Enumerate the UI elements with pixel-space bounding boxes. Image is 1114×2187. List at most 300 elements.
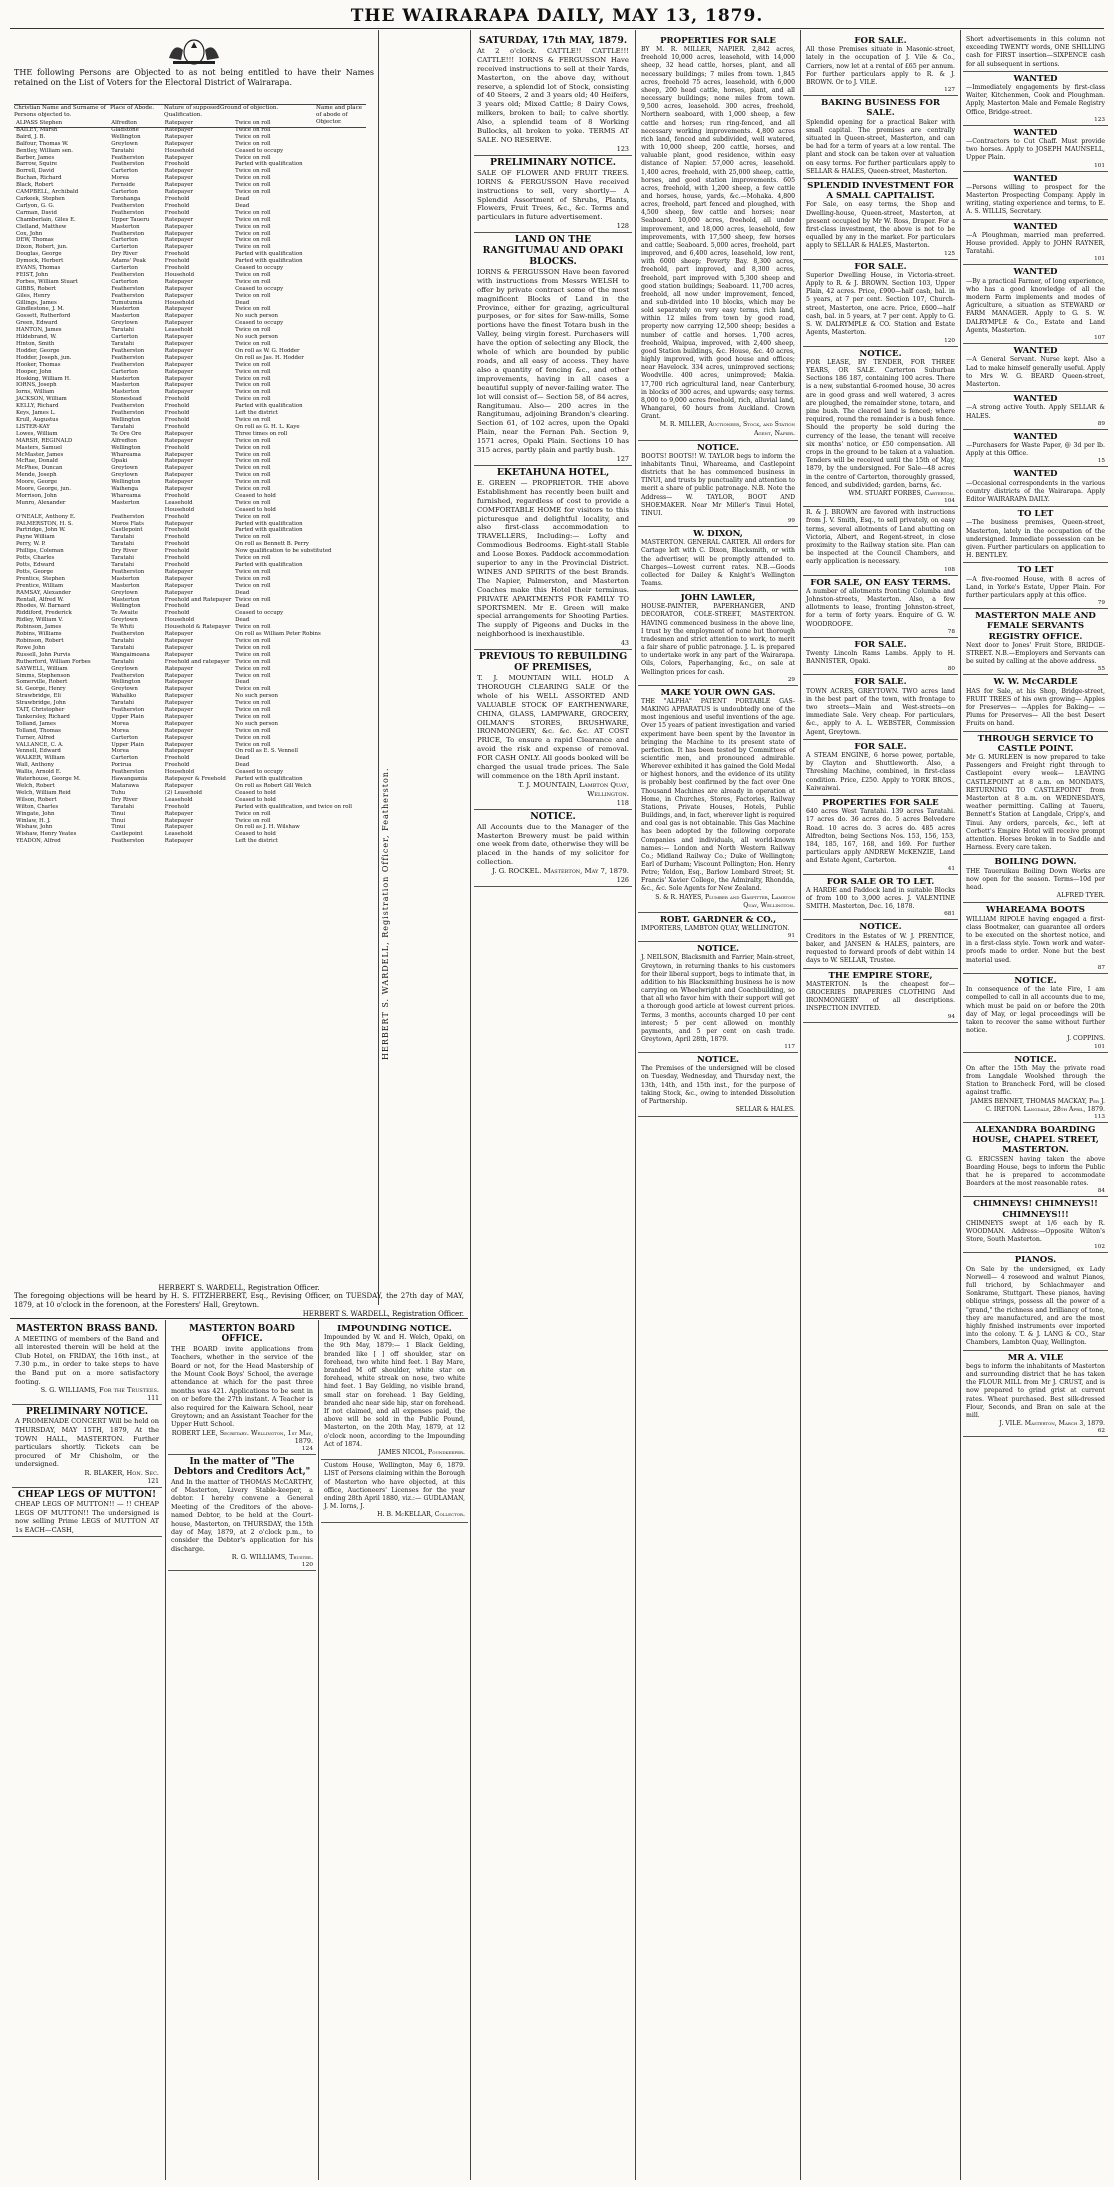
voter-abode: Carterton [111, 755, 138, 762]
ad-title: CHEAP LEGS OF MUTTON! [17, 1489, 157, 1500]
voter-name: YEADON, Alfred [16, 838, 61, 845]
voter-abode: Alfredton [111, 120, 137, 126]
voter-qualification: Ratepayer [164, 334, 194, 341]
voter-name: BAILEY, Marsh [16, 126, 58, 133]
ad-number: 101 [1094, 162, 1105, 169]
voter-name: Hosking, William H. [16, 375, 71, 382]
ad-body: THE BOARD invite applications from Teachers, whether in the service of the Board or not, for the Head Mastership of the Mount Cook Boys' School, the average attendance at which for the past three months was 421. Applications to be sent in on or before the 27th instant. A Teacher is also required for the Kaiwara School, near Greytown; and an Assistant Teacher for the Upper Hutt School. [171, 1344, 313, 1429]
header-name: Christian Name and Surname of Persons objected to. [14, 105, 106, 119]
voter-abode: Tinui [111, 824, 126, 831]
voter-name: Rentall, Alfred W. [16, 596, 64, 603]
voter-ground: Ceased to occupy [235, 285, 284, 292]
voter-row [14, 610, 354, 617]
voter-name: FEIST, John [16, 271, 49, 278]
ad-number: 120 [301, 1561, 313, 1568]
column-3-ads [474, 34, 632, 2180]
voter-row [14, 293, 354, 300]
voter-row [14, 182, 354, 189]
ad-title: NOTICE. [1014, 975, 1057, 986]
voter-ground: On roll as J. H. Wilshaw [235, 824, 300, 831]
voter-row [14, 327, 354, 334]
voter-qualification: Ratepayer [164, 824, 194, 831]
voter-abode: Tinui [111, 817, 126, 824]
voter-ground: Ceased to occupy [235, 147, 284, 154]
objector-name: HERBERT S. WARDELL, Registration Officer, Featherston. [381, 767, 390, 1060]
voter-row [14, 472, 354, 479]
ad-number: 101 [1094, 256, 1105, 263]
voter-abode: Featherston [111, 361, 145, 368]
voter-qualification: Ratepayer [164, 472, 194, 479]
advertisement [963, 220, 1108, 266]
ad-number: 127 [944, 87, 955, 94]
voter-name: Gindlestone, J. M. [16, 306, 65, 313]
voter-ground: On roll as Jas. H. Hodder [235, 354, 304, 361]
voter-abode: Carterton [111, 368, 138, 375]
voter-ground: Parted with qualification [235, 258, 303, 265]
voter-ground: Twice on roll [235, 396, 271, 403]
voter-ground: Now qualification to be substituted [235, 548, 332, 555]
voter-name: Ridley, William V. [16, 617, 63, 624]
ad-body: R. & J. BROWN are favored with instructions from J. V. Smith, Esq., to sell privately, on easy terms, several allotments of Land abutting on Victoria, Albert, and Regent-street, in close proximity to the Railway station site. Plan can be inspected at the Council Chambers, and early application is necessary. [806, 509, 955, 566]
voter-name: Strawbridge, Eli [16, 693, 61, 700]
ad-number: 87 [1097, 964, 1105, 971]
ad-title: W. W. McCARDLE [993, 677, 1078, 688]
divider-col2 [318, 1320, 319, 2180]
ad-body: FOR LEASE, BY TENDER, FOR THREE YEARS, OR SALE. Carterton Suburban Sections 186 187, containing 100 acres. There is a new, substantial 6-roomed house, 30 acres are in good grass and well watered, 3 acres are ploughed, the remainder stone, totara, and pine bush. The cleared land is fenced; where required, round the remainder is a bush fence. Should the property be sold during the currency of the lease, the tenant will receive six months' notice, or £50 compensation. All crops in the ground to be taken at a valuation. Tenders will be received until the 15th of May, 1879, by the undersigned. For Sale—48 acres in the centre of Carterton, thoroughly grassed, fenced, and subdivided; garden, barns, &c. [806, 358, 955, 489]
voter-ground: Ceased to occupy [235, 320, 284, 327]
voter-name: Moore, George, jun. [16, 486, 71, 493]
ad-title: W. DIXON, [693, 529, 743, 540]
voter-abode: Morea [111, 175, 130, 182]
voter-qualification: Ratepayer [164, 486, 194, 493]
voter-ground: Ceased to hold [235, 506, 276, 513]
ad-title: MAKE YOUR OWN GAS. [660, 687, 776, 698]
voter-name: Buchan, Richard [16, 175, 62, 182]
ad-signature: J. G. ROCKEL. Masterton, May 7, 1879. [492, 867, 629, 876]
voter-row [14, 224, 354, 231]
voter-qualification: Ratepayer [164, 168, 194, 175]
voter-qualification: Ratepayer [164, 175, 194, 182]
voter-abode: Whareama [111, 492, 141, 499]
ad-body: Impounded by W. and H. Welch, Opaki, on the 9th May, 1879:— 1 Black Gelding, branded like [ ] off shoulder, star on forehead, two white hind feet. 1 Bay Mare, branded M off shoulder, white star on forehead, white streak on nose, two white hind feet. 1 Bay Gelding, no visible brand, small star on forehead. 1 Bay Gelding, branded ahc near side hip, star on forehead. If not claimed, and all expenses paid, the above will be sold in the Public Pound, Masterton, on the 20th May, 1879, at 12 o'clock noon, according to the Impounding Act of 1874. [324, 1334, 465, 1448]
voter-name: SAYWELL, William [16, 665, 68, 672]
voter-qualification: Ratepayer [164, 734, 194, 741]
voter-qualification: Household [164, 769, 195, 776]
voter-qualification: Leasehold [164, 499, 193, 506]
voter-abode: Masterton [111, 499, 140, 506]
voter-row [14, 693, 354, 700]
ad-title: WANTED [1013, 394, 1058, 405]
ad-body: On Sale by the undersigned, ex Lady Norwell— 4 rosewood and walnut Pianos, full trichord, by Schlachmayer and Sonkrame, Stuttgart. These pianos, having oblique strings, possess all the power of a "grand," the richness and brilliancy of tone, they are manufactured, and are the most highly finished instruments ever imported into the colony. T. & J. LANG & CO., Star Chambers, Lambton Quay, Wellington. [966, 1265, 1105, 1347]
voter-ground: Parted with qualification [235, 562, 303, 568]
voter-name: Payne William [16, 534, 55, 541]
advertisement [638, 441, 798, 527]
voter-qualification: Freehold [164, 541, 190, 548]
voter-abode: Greytown [111, 140, 138, 147]
ad-body: Custom House, Wellington, May 6, 1879. LIST of Persons claiming within the Borough of Masterton who have objected, at this office, Auctioneers' Licenses for the year ending 28th April 1880, viz.:— GUDLAMAN, J. M. Iorns, J. [324, 1462, 465, 1511]
voter-abode: Morea [111, 727, 130, 734]
voter-ground: Twice on roll [235, 810, 271, 817]
voter-name: IORNS, Joseph [16, 382, 57, 389]
advertisement [638, 942, 798, 1053]
advertisement [12, 1405, 162, 1488]
advertisement [963, 563, 1108, 609]
voter-row [14, 679, 354, 686]
voter-ground: Twice on roll [235, 168, 271, 175]
ad-body: —Immediately engagements by first-class Waiter, Kitchenmen, Cook and Ploughman. Apply, Masterton Male and Female Registry Office, Bridge-street. [966, 84, 1105, 116]
voter-qualification: Ratepayer [164, 748, 194, 755]
voter-ground: On roll as G. H. L. Kaye [235, 423, 300, 430]
advertisement [168, 1322, 316, 1455]
voter-ground: Twice on roll [235, 230, 271, 237]
advertisement [321, 1322, 468, 1460]
voter-row [14, 417, 354, 424]
voter-row [14, 244, 354, 251]
voter-name: Carkeek, Stephen [16, 195, 65, 202]
ad-number: 123 [616, 144, 629, 153]
ad-signature: JAMES BENNET, THOMAS MACKAY, Per J. C. IRETON. Langdale, 28th April, 1879. [970, 1097, 1105, 1113]
voter-row [14, 548, 354, 555]
ad-title: MASTERTON BRASS BAND. [16, 1324, 158, 1334]
ad-title: WANTED [1013, 469, 1058, 480]
voter-abode: Wangaimoana [111, 651, 150, 658]
voter-qualification: Ratepayer [164, 223, 194, 230]
advertisement [474, 233, 632, 466]
voter-ground: Twice on roll [235, 389, 271, 396]
voter-qualification: Freehold [164, 513, 190, 520]
voter-ground: Twice on roll [235, 120, 271, 126]
ad-number: 79 [1097, 600, 1105, 607]
voter-qualification: Freehold [164, 396, 190, 403]
voter-abode: Carterton [111, 237, 138, 244]
voter-qualification: Ratepayer [164, 810, 194, 817]
ad-body: CHIMNEYS swept at 1/6 each by R. WOODMAN. Address:—Opposite Wilton's Store, South Masterton. [966, 1219, 1105, 1244]
voter-name: St. George, Henry [16, 686, 66, 693]
voter-row [14, 265, 354, 272]
ad-title: LAND ON THE RANGITUMAU AND OPAKI BLOCKS. [482, 234, 624, 268]
ad-number: 126 [616, 876, 629, 885]
voter-name: Black, Robert [16, 182, 54, 189]
voter-row [14, 479, 354, 486]
voter-abode: Featherston [111, 347, 145, 354]
ad-body: HOUSE-PAINTER, PAPERHANGER, AND DECORATOR, COLE-STREET, MASTERTON. HAVING commenced business in the above line, I trust by the employment of none but thorough tradesmen and strict attention to work, to merit a fair share of public patronage. J. L. is prepared to undertake work in any part of the Wairarapa. Oils, Colors, Paperhanging, &c., on sale at Wellington prices for cash. [641, 603, 795, 676]
ad-title: NOTICE. [859, 922, 902, 933]
ad-body: All those Premises situate in Masonic-street, lately in the occupation of J. Vile & Co., Carriers, now let at a rental of £65 per annum. For further particulars apply to R. & J. BROWN. Or to J. VILE. [806, 46, 955, 87]
voter-row [14, 707, 354, 714]
advertisement [474, 156, 632, 233]
voter-qualification: Ratepayer [164, 140, 194, 147]
voter-name: Barrow, Squire [16, 161, 58, 168]
voter-name: Phillips, Coleman [16, 548, 64, 555]
ad-title: EKETAHUNA HOTEL, [496, 466, 610, 478]
voter-ground: No such person [235, 720, 278, 727]
ad-body: —The business premises, Queen-street, Masterton, lately in the occupation of the undersigned. Immediate possession can be given. Further particulars on application to H. BENTLEY. [966, 519, 1105, 560]
voter-qualification: Ratepayer [164, 320, 194, 327]
voter-abode: Porirua [111, 762, 132, 769]
voter-ground: Ceased to occupy [235, 610, 284, 617]
voter-row [14, 465, 354, 472]
ad-number: 121 [147, 1477, 159, 1485]
voter-abode: Wellington [111, 444, 141, 451]
voter-abode: Masterton [111, 382, 140, 389]
ad-title: THROUGH SERVICE TO CASTLE POINT. [977, 733, 1094, 754]
header-objector: Name and place of abode of Objector. [316, 105, 363, 126]
voter-abode: Wellington [111, 416, 141, 423]
voter-name: MARSH, REGINALD [16, 437, 73, 444]
voter-qualification: Ratepayer [164, 430, 194, 437]
voter-abode: Te Ore Ore [111, 430, 142, 437]
voter-name: Hildebrand, W. [16, 334, 57, 341]
voter-qualification: Ratepayer [164, 133, 194, 140]
voter-ground: Parted with qualification, and twice on roll [235, 803, 352, 810]
voter-row [14, 797, 354, 804]
signature-2: HERBERT S. WARDELL, Registration Officer. [302, 1310, 464, 1318]
voter-abode: Greytown [111, 472, 138, 479]
ad-body: At 2 o'clock. CATTLE!! CATTLE!!! CATTLE!!! IORNS & FERGUSSON Have received instructions to sell at their Yards, Masterton, on the above day, without reserve, a splendid lot of Stock, consisting of 40 Steers, 2 and 3 years old; 40 Heifers, 3 years old; Mixed Cattle; 8 Dairy Cows, milkers, broken to bail; to calve shortly. Also, a splendid team of 8 Working Bullocks, all broken to yoke. TERMS AT SALE. NO RESERVE. [477, 46, 629, 144]
voter-ground: Twice on roll [235, 817, 271, 824]
advertisement [638, 1053, 798, 1117]
signature-1: HERBERT S. WARDELL, Registration Officer. [158, 1284, 320, 1292]
advertisement [963, 732, 1108, 856]
voter-qualification: Freehold [164, 762, 190, 769]
advertisement [803, 638, 958, 676]
ad-title: IMPOUNDING NOTICE. [337, 1324, 452, 1334]
voter-row [14, 161, 354, 168]
voter-name: Wilson, Robert [16, 796, 57, 803]
ad-title: BAKING BUSINESS FOR SALE. [821, 98, 940, 119]
voter-qualification: Freehold [164, 410, 190, 417]
voter-ground: Twice on roll [235, 534, 271, 541]
voter-name: Potts, Charles [16, 555, 55, 562]
voter-ground: Twice on roll [235, 713, 271, 720]
voter-qualification: Ratepayer [164, 644, 194, 651]
voter-ground: Twice on roll [235, 575, 271, 582]
advertisement [963, 1123, 1108, 1197]
voter-name: Winlaw, H. J. [16, 817, 51, 824]
advertisement [963, 855, 1108, 903]
advertisement [963, 1351, 1108, 1438]
voter-abode: Masterton [111, 596, 140, 603]
voter-ground: Twice on roll [235, 672, 271, 679]
voter-ground: Twice on roll [235, 658, 271, 665]
voter-abode: Wellington [111, 133, 141, 140]
voter-ground: Three times on roll [235, 430, 288, 437]
voter-abode: Masterton [111, 223, 140, 230]
voter-qualification: Ratepayer [164, 693, 194, 700]
voter-ground: Dead [235, 195, 250, 202]
voter-qualification: Freehold [164, 251, 190, 258]
voter-name: Hinton, Smith [16, 341, 55, 347]
voter-qualification: Freehold [164, 755, 190, 762]
voter-ground: Twice on roll [235, 154, 271, 161]
voter-ground: Twice on roll [235, 133, 271, 140]
column-2b-ads [321, 1322, 468, 2180]
voter-name: McPhee, Duncan [16, 465, 63, 472]
voter-abode: Wellington [111, 603, 141, 610]
voter-row [14, 210, 354, 217]
ad-number: 125 [944, 250, 955, 257]
voter-name: Perry, W. P. [16, 541, 46, 548]
voter-abode: Alfredton [111, 437, 137, 444]
voter-abode: Featherston [111, 672, 145, 679]
voter-row [14, 279, 354, 286]
voter-row [14, 334, 354, 341]
voter-ground: No such person [235, 334, 278, 341]
voter-row [14, 714, 354, 721]
voter-name: RAMSAY, Alexander [16, 589, 71, 596]
voter-qualification: Ratepayer [164, 154, 194, 161]
voter-ground: Twice on roll [235, 651, 271, 658]
voter-row [14, 168, 354, 175]
ad-body: On after the 15th May the private road from Langdale Woolshed through the Station to Brancheck Ford, will be closed against traffic. [966, 1064, 1105, 1097]
voter-name: Tankersley, Richard [16, 713, 70, 720]
voter-ground: Twice on roll [235, 555, 271, 562]
voter-name: Moore, George [16, 479, 58, 486]
divider-col4 [635, 30, 636, 2180]
voter-qualification: Ratepayer [164, 458, 194, 465]
voter-row [14, 686, 354, 693]
ad-title: FOR SALE. [854, 36, 907, 46]
voter-row [14, 507, 354, 514]
voter-name: Riddiford, Frederick [16, 610, 72, 617]
voter-qualification: Household [164, 147, 195, 154]
voter-row [14, 631, 354, 638]
voter-abode: Taratahi [111, 700, 135, 707]
voter-row [14, 486, 354, 493]
ad-signature: S. G. WILLIAMS, For the Trustees. [40, 1386, 159, 1395]
voter-qualification: Leasehold [164, 796, 193, 803]
voter-abode: Dry River [111, 251, 138, 258]
advertisement [963, 507, 1108, 563]
voter-row [14, 155, 354, 162]
masthead: THE WAIRARAPA DAILY, MAY 13, 1879. [350, 6, 764, 26]
voter-qualification: Freehold [164, 265, 190, 272]
advertisement [803, 675, 958, 739]
divider-col1 [165, 1320, 166, 2180]
voter-name: Morrison, John [16, 492, 57, 499]
voter-abode: Carterton [111, 265, 138, 272]
voter-ground: Twice on roll [235, 271, 271, 278]
voter-ground: Twice on roll [235, 596, 271, 603]
voters-notice [14, 34, 374, 88]
ad-number: 118 [616, 798, 629, 807]
voter-ground: Ceased to hold [235, 492, 276, 499]
voter-abode: Featherston [111, 285, 145, 292]
advertisement [12, 1322, 162, 1405]
voter-name: Wallis, Arnold E. [16, 769, 62, 776]
voter-ground: On roll as Robert Gill Welch [235, 783, 312, 789]
voter-ground: Twice on roll [235, 513, 271, 520]
voter-row [14, 203, 354, 210]
voter-row [14, 493, 354, 500]
voter-qualification: Freehold [164, 610, 190, 617]
ad-title: FOR SALE. [854, 261, 907, 272]
voter-name: VALLANCE, C. A. [16, 741, 64, 748]
notice-intro: THE following Persons are Objected to as not being entitled to have their Names retained on the List of Voters for the Electoral District of Wairarapa. [14, 68, 374, 87]
voter-abode: Carterton [111, 334, 138, 341]
voter-ground: Dead [235, 679, 250, 686]
advertisement [963, 172, 1108, 220]
voter-qualification: Ratepayer [164, 182, 194, 189]
voter-abode: Tumutumia [111, 299, 143, 306]
voter-name: Dymock, Herbert [16, 258, 64, 265]
voter-ground: Ceased to occupy [235, 265, 284, 272]
voter-qualification: Freehold [164, 444, 190, 451]
voter-abode: Carterton [111, 278, 138, 285]
advertisement [963, 1197, 1108, 1253]
ad-body: G. ERICSSEN having taken the above Boarding House, begs to inform the Public that he is prepared to accommodate Boarders at the most reasonable rates. [966, 1155, 1105, 1188]
column-5-ads [803, 34, 958, 2180]
voter-qualification: Ratepayer [164, 741, 194, 748]
ad-signature: T. J. MOUNTAIN, Lambton Quay, Wellington. [518, 780, 629, 798]
voter-qualification: Ratepayer [164, 568, 194, 575]
ad-number: 111 [147, 1394, 159, 1402]
voter-qualification: Household [164, 271, 195, 278]
voters-table [14, 120, 354, 845]
voter-name: Clelland, Matthew [16, 223, 67, 230]
voter-abode: Upper Plain [111, 713, 144, 720]
voter-row [14, 134, 354, 141]
column-2-ads [168, 1322, 316, 2180]
ad-number: 104 [944, 498, 955, 505]
voter-name: Strawbridge, John [16, 700, 66, 707]
voter-qualification: Ratepayer [164, 354, 194, 361]
voter-name: Potts, Edward [16, 562, 55, 568]
voter-abode: Featherston [111, 403, 145, 410]
ad-body: —A Ploughman, married man preferred. House provided. Apply to JOHN RAYNER, Taratahi. [966, 231, 1105, 256]
ad-signature: R. G. WILLIAMS, Trustee. [231, 1553, 313, 1562]
ad-signature: M. R. MILLER, Auctioneer, Stock, and Station Agent, Napier. [659, 421, 795, 437]
column-4-ads [638, 34, 798, 2180]
voter-row [14, 348, 354, 355]
voter-qualification: Freehold [164, 603, 190, 610]
ad-number: 120 [944, 337, 955, 344]
ad-number: 107 [1094, 335, 1105, 342]
voter-qualification: Freehold [164, 403, 190, 410]
voter-row [14, 603, 354, 610]
voter-name: Partridge, John W. [16, 527, 66, 534]
voter-name: O'NEALE, Anthony E. [16, 513, 76, 520]
voter-abode: Featherston [111, 292, 145, 299]
ad-number: 117 [784, 1044, 795, 1051]
advertisement [474, 466, 632, 650]
voter-abode: Adams' Peak [111, 258, 146, 265]
voter-row [14, 562, 354, 569]
voter-qualification: Leasehold [164, 831, 193, 838]
voter-name: GIBBS, Robert [16, 285, 56, 292]
voter-name: Robins, Williams [16, 631, 62, 638]
voter-abode: Featherston [111, 230, 145, 237]
voter-ground: Twice on roll [235, 479, 271, 486]
ad-title: FOR SALE, ON EASY TERMS. [810, 577, 951, 588]
voter-name: Giles, Henry [16, 292, 51, 299]
advertisement [963, 974, 1108, 1053]
voter-qualification: Ratepayer [164, 665, 194, 672]
voter-ground: Dead [235, 202, 250, 209]
ad-signature: R. BLAKER, Hon. Sec. [84, 1468, 159, 1477]
voter-abode: Gladstone [111, 126, 139, 133]
voter-qualification: Ratepayer [164, 631, 194, 638]
voter-ground: Twice on roll [235, 126, 271, 133]
voter-qualification: Ratepayer [164, 727, 194, 734]
voter-ground: Parted with qualification [235, 403, 303, 410]
ad-body: THE Taueruikau Boiling Down Works are now open for the season. Terms—10d per head. [966, 867, 1105, 892]
voter-qualification: Freehold [164, 548, 190, 555]
voter-abode: Masterton [111, 375, 140, 382]
voter-name: Robinson, James [16, 624, 62, 631]
voter-ground: Twice on roll [235, 175, 271, 182]
voter-qualification: Ratepayer [164, 189, 194, 196]
